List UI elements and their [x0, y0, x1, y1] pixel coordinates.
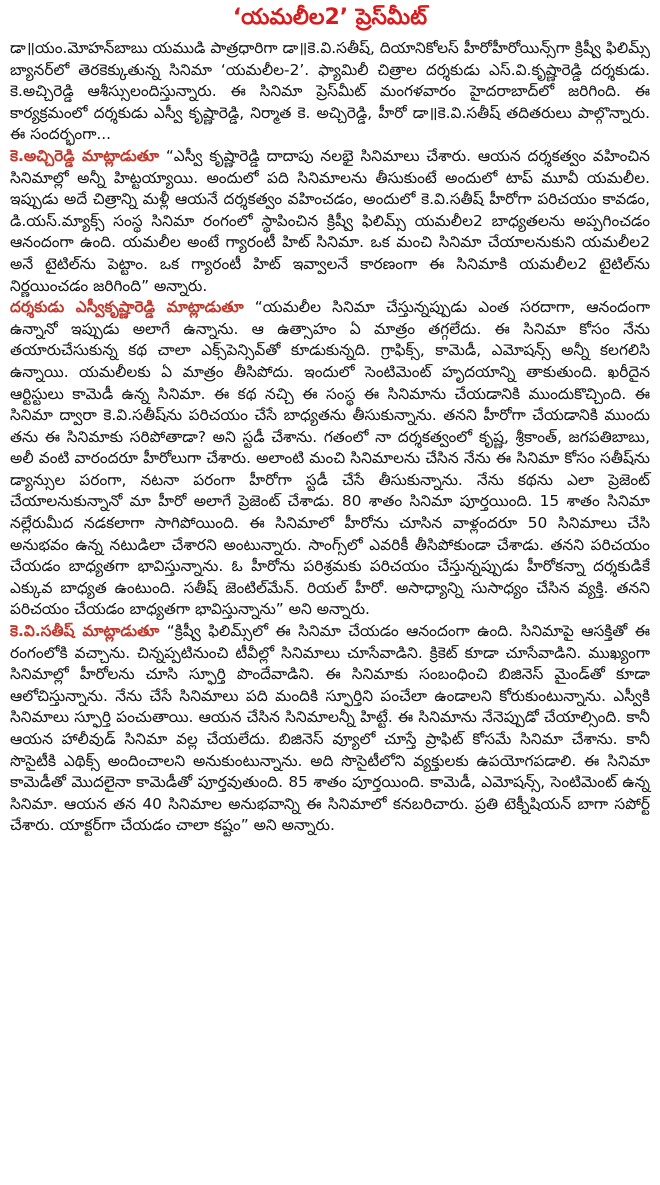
quote-text: “యమలీల సినిమా చేస్తున్నప్పుడు ఎంత సరదాగా, ఆనందంగా ఉన్నానో ఇప్పుడు అలాగే ఉన్నాను. ఆ ఉత్సాహం ఏ మాత్రం తగ్గలేదు. ఈ సినిమా కోసం నేను తయారుచేసుకున్న కథ చాలా ఎక్స్‌పెన్సివ్‌తో కూడుకున్నది. గ్రాఫిక్స్‌, కామెడీ, ఎమోషన్స్‌ అన్నీ కలగలిసి ఉన్నాయి. యమలీలకు ఏ మాత్రం తీసిపోదు. ఇందులో సెంటిమెంట్‌ హృదయాన్ని తాకుతుంది. ఖరీదైన ఆర్టిస్టులు కామెడీ ఉన్న సినిమా. ఈ కథ నచ్చి ఈ సంస్థ ఈ సినిమాను చేయడానికి ముందుకొచ్చింది. ఈ సినిమా ద్వారా కె.వి.సతీష్‌ను పరిచయం చేసే బాధ్యతను తీసుకున్నాను. తనని హీరోగా చేయడానికి ముందు తను ఈ సినిమాకు సరిపోతాడా? అని స్టడీ చేశాను. గతంలో నా దర్శకత్వంలో కృష్ణ, శ్రీకాంత్‌, జగపతిబాబు, అలీ వంటి వారందరూ హీరోలుగా చేశారు. అలాంటి మంచి సినిమాలను చేసిన నేను ఈ సినిమా కోసం సతీష్‌ను డ్యాన్సుల పరంగా, నటనా పరంగా హీరోగా స్టడీ చేసే తీసుకున్నాను. నేను కథను ఎలా ప్రెజెంట్‌ చేయాలనుకున్నానో మా హీరో అలాగే ప్రెజెంట్‌ చేశాడు. 80 శాతం సినిమా పూర్తయింది. 15 శాతం సినిమా నల్లేరుమీద నడకలాగా సాగిపోయింది. ఈ సినిమాలో హీరోను చూసిన వాళ్లందరూ 50 సినిమాలు చేసి అనుభవం ఉన్న నటుడిలా చేశారని అంటున్నారు. సాంగ్స్‌లో ఎవరికీ తీసిపోకుండా చేశాడు. తనని పరిచయం చేయడం బాధ్యతగా భావిస్తున్నాను. ఓ హీరోను పరిశ్రమకు పరిచయం చేస్తున్నప్పుడు హీరోకన్నా దర్శకుడికే ఎక్కువ బాధ్యత ఉంటుంది. సతీష్‌ జెంటిల్‌మేన్‌. రియల్‌ హీరో. అసాధ్యాన్ని సుసాధ్యం చేసిన వ్యక్తి. తనని పరిచయం చేయడం బాధ్యతగా భావిస్తున్నాను” అని అన్నారు.: [10, 298, 650, 619]
quote-text: “క్రిష్వీ ఫిలిమ్స్‌లో ఈ సినిమా చేయడం ఆనందంగా ఉంది. సినిమాపై ఆసక్తితో ఈ రంగంలోకి వచ్చాను. చిన్నప్పటినుంచి టీవీల్లో సినిమాలు చూసేవాడిని. క్రికెట్‌ కూడా చూసేవాడిని. ముఖ్యంగా సినిమాల్లో హీరోలను చూసి స్ఫూర్తి పొందేవాడిని. ఈ సినిమాకు సంబంధించి బిజినెస్‌ మైండ్‌తో కూడా ఆలోచిస్తున్నాను. నేను చేసే సినిమాలు పది మందికి స్ఫూర్తిని పంచేలా ఉండాలని కోరుకుంటున్నాను. ఎస్వీకి సినిమాలు స్ఫూర్తి పంచుతాయి. ఆయన చేసిన సినిమాలన్నీ హిట్టే. ఈ సినిమాను నేనెప్పుడో చేయాల్సింది. కానీ ఆయన హాలీవుడ్‌ సినిమా వల్ల చేయలేదు. బిజినెస్‌ వ్యూలో చూస్తే ప్రాఫిట్‌ కోసమే సినిమా చేశాను. కానీ సొసైటీకి ఎథిక్స్‌ అందించాలని అనుకుంటున్నాను. అది సొసైటీలోని వ్యక్తులకు ఉపయోగపడాలి. ఈ సినిమా కామెడీతో మొదలైనా కామెడీతో పూర్తవుతుంది. 85 శాతం పూర్తయింది. కామెడీ, ఎమోషన్స్‌, సెంటిమెంట్‌ ఉన్న సినిమా. ఆయన తన 40 సినిమాల అనుభవాన్ని ఈ సినిమాలో కనబరిచారు. ప్రతి టెక్నీషియన్‌ బాగా సపోర్ట్‌ చేశారు. యాక్టర్‌గా చేయడం చాలా కష్టం” అని అన్నారు.: [10, 622, 650, 835]
article-title: ‘యమలీల2’ ప్రెస్‌మీట్: [232, 5, 428, 30]
speaker-label: దర్శకుడు ఎస్వీకృష్ణారెడ్డి మాట్లాడుతూ: [10, 298, 244, 317]
quote-text: “ఎస్వీ కృష్ణారెడ్డి దాదాపు నలభై సినిమాలు చేశారు. ఆయన దర్శకత్వం వహించిన సినిమాల్లో అన్నీ హిట్టయ్యాయి. అందులో పది సినిమాలను తీసుకుంటే అందులో టాప్‌ మూవీ యమలీల. ఇప్పుడు అదే చిత్రాన్ని మళ్లీ ఆయనే దర్శకత్వం వహించడం, అందులో కె.వి.సతీష్‌ హీరోగా పరిచయం కావడం, డి.యస్‌.మ్యాక్స్‌ సంస్థ సినిమా రంగంలో స్థాపించిన క్రిష్వీ ఫిలిమ్స్‌ యమలీల2 బాధ్యతలను అప్పగించడం ఆనందంగా ఉంది. యమలీల అంటే గ్యారంటీ హిట్‌ సినిమా. ఒక మంచి సినిమా చేయాలనుకుని యమలీల2 అనే టైటిల్‌ను పెట్టాం. ఒక గ్యారంటీ హిట్‌ ఇవ్వాలనే కారణంగా ఈ సినిమాకి యమలీల2 టైటిల్‌ను నిర్ణయించడం జరిగింది” అన్నారు.: [10, 146, 650, 295]
intro-paragraph: డా॥యం.మోహన్‌బాబు యముడి పాత్రధారిగా డా॥కె.వి.సతీష్‌, దియానికోలస్‌ హీరోహీరోయిన్స్‌గా క్రిష్వీ ఫిలిమ్స్‌ బ్యానర్‌లో తెరకెక్కుతున్న సినిమా ‘యమలీల-2’. ఫ్యామిలీ చిత్రాల దర్శకుడు ఎస్‌.వి.కృష్ణారెడ్డి దర్శకుడు. కె.అచ్చిరెడ్డి ఆశీస్సులందిస్తున్నారు. ఈ సినిమా ప్రెస్‌మీట్‌ మంగళవారం హైదరాబాద్‌లో జరిగింది. ఈ కార్యక్రమంలో దర్శకుడు ఎస్వీ కృష్ణారెడ్డి, నిర్మాత కె. అచ్చిరెడ్డి, హీరో డా॥కె.వి.సతీష్‌ తదితరులు పాల్గొన్నారు. ఈ సందర్భంగా...: [10, 39, 650, 144]
quote-paragraph-director: [10, 297, 650, 621]
quote-paragraph-achireddy: [10, 146, 650, 297]
speaker-label: కె.అచ్చిరెడ్డి మాట్లాడుతూ: [10, 146, 159, 165]
quote-paragraph-hero: [10, 621, 650, 837]
speaker-label: కె.వి.సతీష్‌ మాట్లాడుతూ: [10, 622, 160, 641]
